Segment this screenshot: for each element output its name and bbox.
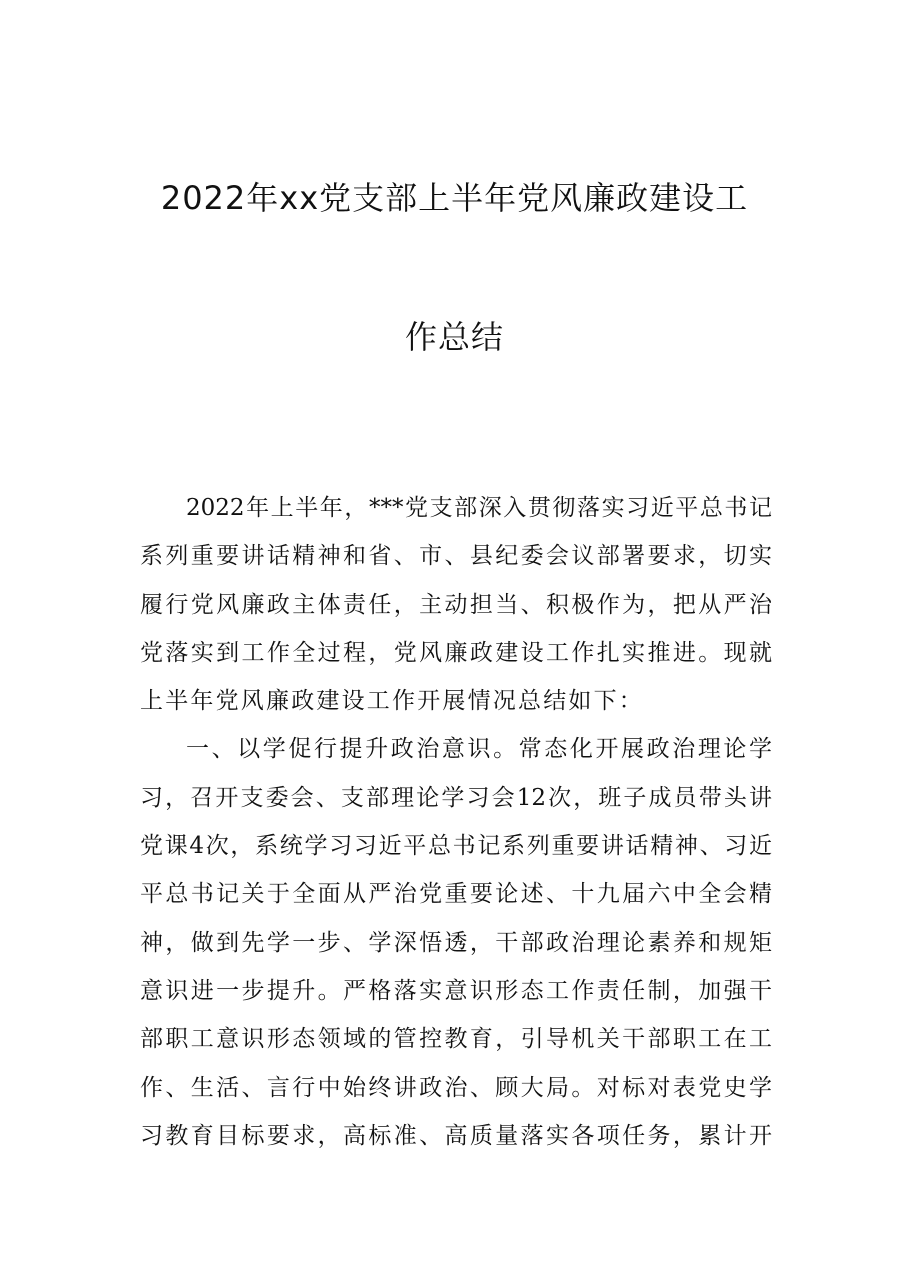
paragraph-line: 党落实到工作全过程，党风廉政建设工作扎实推进。现就 (140, 639, 772, 666)
paragraph-line: 意识进一步提升。严格落实意识形态工作责任制，加强干 (140, 977, 772, 1004)
paragraph-line: 习教育目标要求，高标准、高质量落实各项任务，累计开 (140, 1122, 772, 1149)
document-body (140, 484, 772, 1160)
paragraph-line: 习，召开支委会、支部理论学习会12次，班子成员带头讲 (140, 784, 772, 811)
paragraph-line: 上半年党风廉政建设工作开展情况总结如下： (140, 688, 644, 715)
document-title-line-1: 2022年xx党支部上半年党风廉政建设工 (160, 179, 749, 217)
paragraph-line: 2022年上半年，***党支部深入贯彻落实习近平总书记 (186, 495, 772, 521)
paragraph-line: 神，做到先学一步、学深悟透，干部政治理论素养和规矩 (140, 929, 772, 956)
paragraph-line: 平总书记关于全面从严治党重要论述、十九届六中全会精 (140, 881, 772, 908)
document-title-line-2: 作总结 (404, 318, 504, 356)
paragraph-line: 系列重要讲话精神和省、市、县纪委会议部署要求，切实 (140, 543, 772, 570)
paragraph-line: 党课4次，系统学习习近平总书记系列重要讲话精神、习近 (140, 833, 772, 860)
paragraph-line: 一、以学促行提升政治意识。常态化开展政治理论学 (186, 736, 772, 763)
paragraph-line: 履行党风廉政主体责任，主动担当、积极作为，把从严治 (140, 591, 772, 618)
paragraph-line: 部职工意识形态领域的管控教育，引导机关干部职工在工 (140, 1026, 772, 1053)
paragraph-line: 作、生活、言行中始终讲政治、顾大局。对标对表党史学 (140, 1074, 772, 1101)
